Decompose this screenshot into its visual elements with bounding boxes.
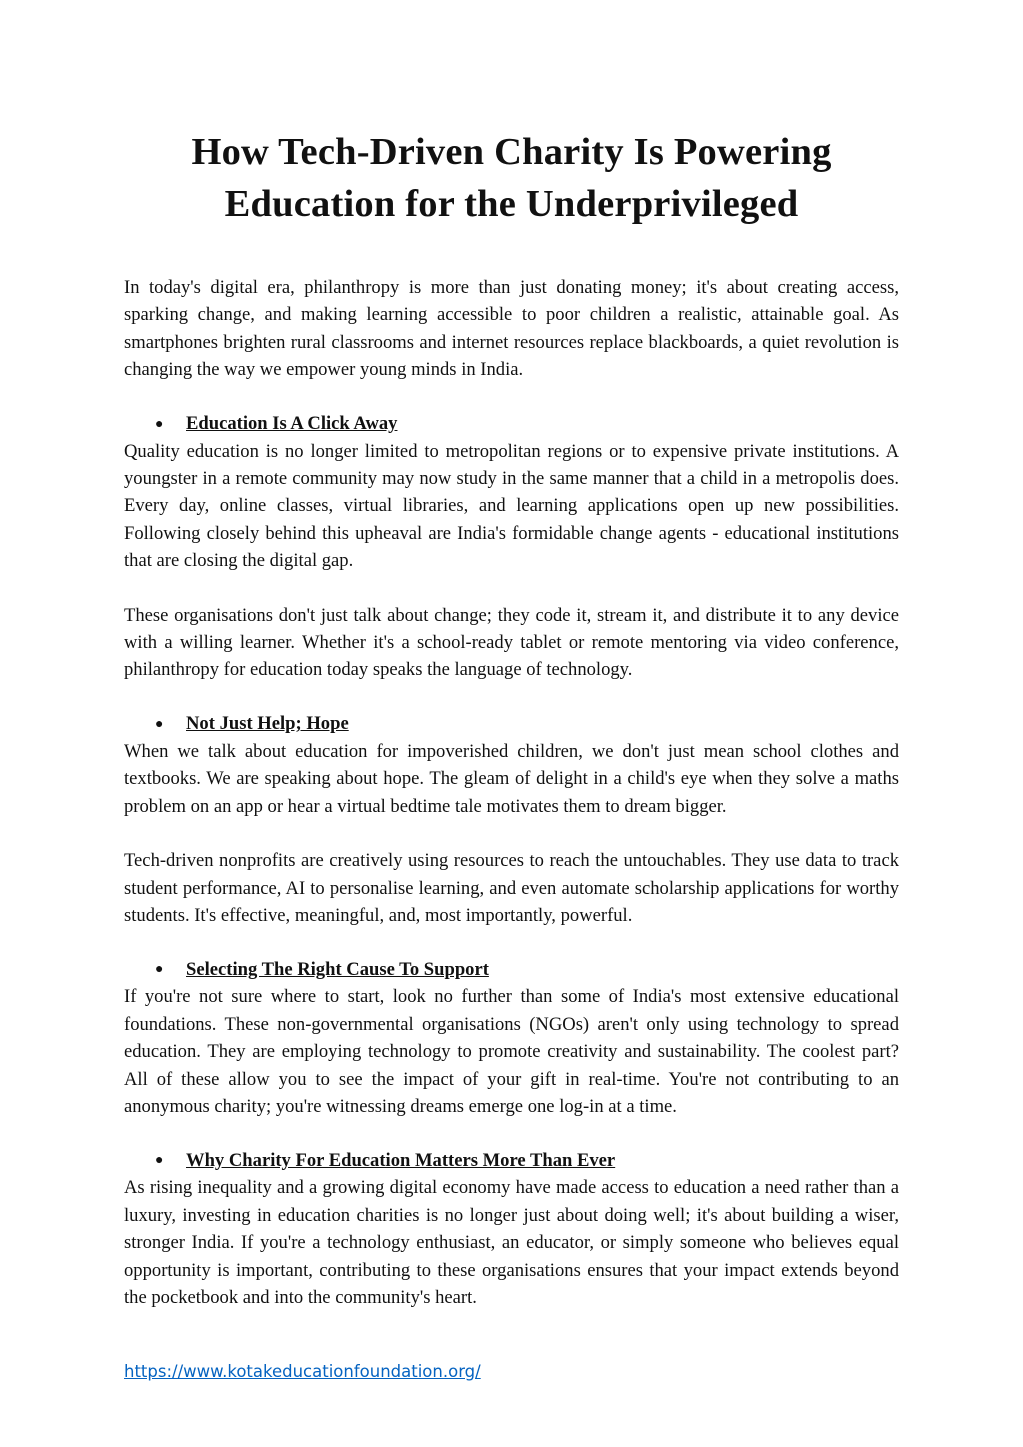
article-section — [124, 411, 899, 684]
sections-container — [124, 411, 899, 1312]
section-heading-text: Education Is A Click Away — [186, 413, 398, 435]
section-heading — [124, 956, 899, 983]
document-title — [124, 0, 899, 230]
section-heading — [124, 411, 899, 438]
article-section — [124, 956, 899, 1120]
section-paragraph: If you're not sure where to start, look no further than some of India's most extensive educational foundations. These non-governmental organisations (NGOs) aren't only using technology to spread education. They are employing technology to promote creativity and sustainability. The coolest part? All of these allow you to see the impact of your gift in real-time. You're not contributing to an anonymous charity; you're witnessing dreams emerge one log-in at a time. — [124, 986, 899, 1117]
section-paragraph: Quality education is no longer limited to metropolitan regions or to expensive private institutions. A youngster in a remote community may now study in the same manner that a child in a metropolis does. Every day, online classes, virtual libraries, and learning applications open up new possibilities. Following closely behind this upheaval are India's formidable change agents - educational institutions that are closing the digital gap. — [124, 440, 899, 572]
section-paragraph: When we talk about education for impoverished children, we don't just mean school clothes and textbooks. We are speaking about hope. The gleam of delight in a child's eye when they solve a maths problem on an app or hear a virtual bedtime tale motivates them to dream bigger. — [124, 740, 899, 817]
section-paragraph: Tech-driven nonprofits are creatively using resources to reach the untouchables. They use data to track student performance, AI to personalise learning, and even automate scholarship applications for worthy students. It's effective, meaningful, and, most importantly, powerful. — [124, 850, 899, 926]
section-paragraph: These organisations don't just talk about change; they code it, stream it, and distribute it to any device with a willing learner. Whether it's a school-ready tablet or remote mentoring via video conference, philanthropy for education today speaks the language of technology. — [124, 604, 899, 681]
bullet-icon: ● — [155, 416, 164, 432]
section-heading — [124, 711, 899, 738]
section-heading — [124, 1147, 899, 1174]
article-section — [124, 1147, 899, 1311]
bullet-icon: ● — [155, 1153, 164, 1169]
section-paragraph: As rising inequality and a growing digital economy have made access to education a need rather than a luxury, investing in education charities is no longer just about doing well; it's about building a wiser, stronger India. If you're a technology enthusiast, an educator, or simply someone who believes equal opportunity is important, contributing to these organisations ensures that your impact extends beyond the pocketbook and into the community's heart. — [124, 1177, 899, 1308]
section-heading-text: Selecting The Right Cause To Support — [186, 958, 489, 980]
title-line-2: Education for the Underprivileged — [224, 183, 799, 225]
document-page — [124, 0, 899, 1311]
article-section — [124, 711, 899, 929]
intro-paragraph: In today's digital era, philanthropy is more than just donating money; it's about creating access, sparking change, and making learning accessible to poor children a realistic, attainable goal. As smartphones brighten rural classrooms and internet resources replace blackboards, a quiet revolution is changing the way we empower young minds in India. — [124, 277, 899, 381]
title-line-1: How Tech-Driven Charity Is Powering — [191, 131, 832, 173]
footer-website-link[interactable]: https://www.kotakeducationfoundation.org/ — [124, 1362, 481, 1381]
section-heading-text: Not Just Help; Hope — [186, 713, 349, 735]
section-heading-text: Why Charity For Education Matters More Than Ever — [186, 1149, 616, 1171]
bullet-icon: ● — [155, 962, 164, 978]
bullet-icon: ● — [155, 716, 164, 732]
